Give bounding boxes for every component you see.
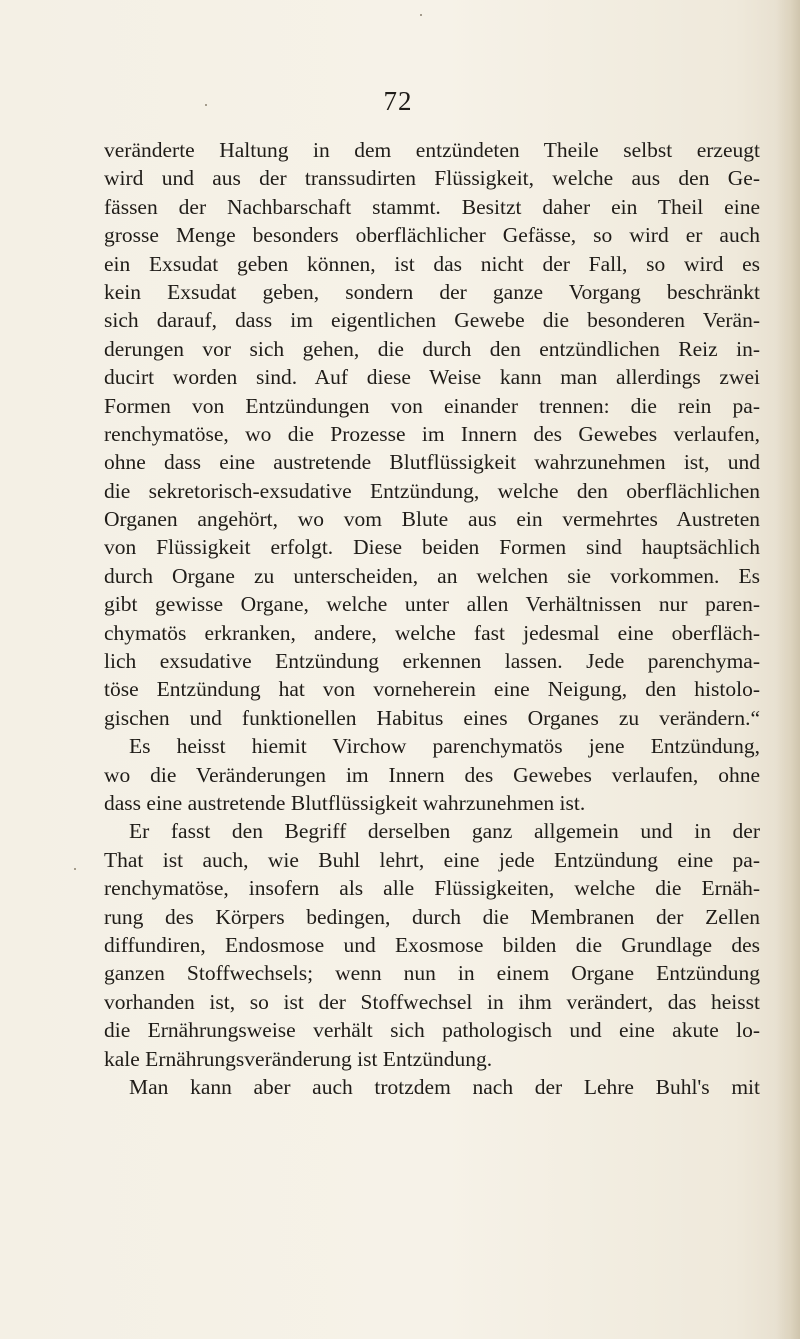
page-edge-shadow [776, 0, 800, 1339]
text-line: töse Entzündung hat von vorneherein eine Neigung, den histolo- [104, 677, 760, 702]
body-text [104, 136, 760, 1101]
text-line: gischen und funktionellen Habitus eines Organes zu verändern.“ [104, 705, 760, 730]
text-line: veränderte Haltung in dem entzündeten Theile selbst erzeugt [104, 138, 760, 162]
text-line: wird und aus der transsudirten Flüssigkeit, welche aus den Ge- [104, 166, 760, 191]
text-line: That ist auch, wie Buhl lehrt, eine jede Entzündung eine pa- [104, 847, 760, 872]
text-line: von Flüssigkeit erfolgt. Diese beiden Formen sind hauptsächlich [104, 535, 760, 560]
text-line: derungen vor sich gehen, die durch den entzündlichen Reiz in- [104, 336, 760, 361]
text-line: ein Exsudat geben können, ist das nicht der Fall, so wird es [104, 251, 760, 276]
text-line: renchymatöse, wo die Prozesse im Innern des Gewebes verlaufen, [104, 421, 760, 446]
text-line: Formen von Entzündungen von einander trennen: die rein pa- [104, 393, 760, 418]
text-line: die Ernährungsweise verhält sich pathologisch und eine akute lo- [104, 1018, 760, 1043]
text-line: die sekretorisch-exsudative Entzündung, welche den oberflächlichen [104, 478, 760, 503]
text-line: rung des Körpers bedingen, durch die Membranen der Zellen [104, 904, 760, 929]
text-line: diffundiren, Endosmose und Exosmose bilden die Grundlage des [104, 932, 760, 957]
text-line: ducirt worden sind. Auf diese Weise kann man allerdings zwei [104, 365, 760, 390]
paper-speck [420, 14, 422, 16]
paragraph-end-line: kale Ernährungsveränderung ist Entzündung. [104, 1046, 493, 1071]
text-line: renchymatöse, insofern als alle Flüssigkeiten, welche die Ernäh- [104, 876, 760, 901]
paragraph-start-line: Er fasst den Begriff derselben ganz allgemein und in der [129, 819, 760, 844]
paper-speck [74, 868, 76, 870]
text-line: fässen der Nachbarschaft stammt. Besitzt daher ein Theil eine [104, 194, 760, 219]
text-line: vorhanden ist, so ist der Stoffwechsel in ihm verändert, das heisst [104, 989, 760, 1014]
text-line: lich exsudative Entzündung erkennen lassen. Jede parenchyma- [104, 649, 760, 674]
text-line: chymatös erkranken, andere, welche fast jedesmal eine oberfläch- [104, 620, 760, 645]
paragraph-start-line: Man kann aber auch trotzdem nach der Lehre Buhl's mit [129, 1074, 760, 1099]
paper-speck [205, 104, 207, 106]
text-line: ohne dass eine austretende Blutflüssigkeit wahrzunehmen ist, und [104, 450, 760, 475]
text-line: grosse Menge besonders oberflächlicher Gefässe, so wird er auch [104, 223, 760, 248]
text-line: ganzen Stoffwechsels; wenn nun in einem Organe Entzündung [104, 961, 760, 986]
paragraph-end-line: dass eine austretende Blutflüssigkeit wahrzunehmen ist. [104, 790, 586, 815]
text-line: Organen angehört, wo vom Blute aus ein vermehrtes Austreten [104, 507, 760, 532]
text-line: durch Organe zu unterscheiden, an welchen sie vorkommen. Es [104, 563, 760, 588]
text-line: gibt gewisse Organe, welche unter allen Verhältnissen nur paren- [104, 592, 760, 617]
text-line: kein Exsudat geben, sondern der ganze Vorgang beschränkt [104, 279, 760, 304]
text-line: wo die Veränderungen im Innern des Gewebes verlaufen, ohne [104, 762, 760, 787]
paragraph-start-line: Es heisst hiemit Virchow parenchymatös jene Entzündung, [129, 734, 760, 759]
text-line: sich darauf, dass im eigentlichen Gewebe die besonderen Verän- [104, 308, 760, 333]
page-number: 72 [383, 86, 413, 116]
